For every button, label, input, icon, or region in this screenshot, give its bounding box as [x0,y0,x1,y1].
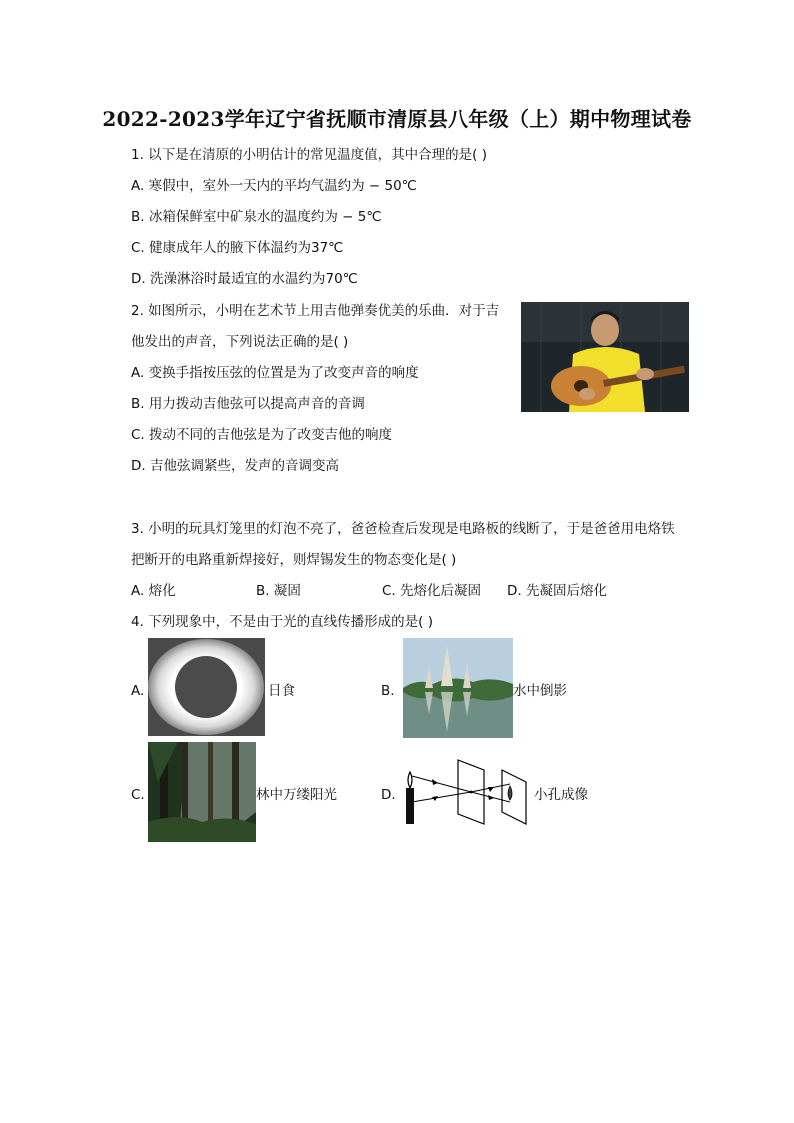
question-2-option-d: D. 吉他弦调紧些，发声的音调变高 [131,458,339,474]
question-1-option-a: A. 寒假中，室外一天内的平均气温约为 − 50℃ [131,178,417,194]
question-4-option-a-caption: 日食 [268,683,295,699]
page-title: 2022-2023学年辽宁省抚顺市清原县八年级（上）期中物理试卷 [102,107,692,131]
question-3-option-c: C. 先熔化后凝固 [382,583,482,599]
question-2-stem-line-2: 他发出的声音，下列说法正确的是( ) [131,334,349,350]
question-3-stem-line-1: 3. 小明的玩具灯笼里的灯泡不亮了，爸爸检查后发现是电路板的线断了，于是爸爸用电烙铁 [131,521,675,537]
question-4-stem: 4. 下列现象中，不是由于光的直线传播形成的是( ) [131,614,433,630]
forest-sunlight-photo [148,742,256,842]
question-1-option-c: C. 健康成年人的腋下体温约为37℃ [131,240,344,256]
pinhole-imaging-diagram [398,752,530,826]
question-2-stem-line-1: 2. 如图所示，小明在艺术节上用吉他弹奏优美的乐曲．对于吉 [131,303,500,319]
question-3-option-a: A. 熔化 [131,583,176,599]
question-4-option-c-caption: 林中万缕阳光 [256,787,337,803]
question-3-option-b: B. 凝固 [256,583,301,599]
question-4-option-b-letter: B. [381,683,395,699]
question-3-stem-line-2: 把断开的电路重新焊接好，则焊锡发生的物态变化是( ) [131,552,457,568]
question-1-option-b: B. 冰箱保鲜室中矿泉水的温度约为 − 5℃ [131,209,382,225]
question-1-option-d: D. 洗澡淋浴时最适宜的水温约为70℃ [131,271,358,287]
question-4-option-d-letter: D. [381,787,396,803]
question-4-option-d-caption: 小孔成像 [534,787,588,803]
question-2-option-c: C. 拨动不同的吉他弦是为了改变吉他的响度 [131,427,393,443]
question-2-option-b: B. 用力拨动吉他弦可以提高声音的音调 [131,396,365,412]
pagoda-reflection-photo [403,638,513,738]
question-1-stem: 1. 以下是在清原的小明估计的常见温度值，其中合理的是( ) [131,147,487,163]
solar-eclipse-photo [148,638,265,736]
question-4-option-b-caption: 水中倒影 [513,683,567,699]
question-3-option-d: D. 先凝固后熔化 [507,583,607,599]
question-2-option-a: A. 变换手指按压弦的位置是为了改变声音的响度 [131,365,419,381]
guitar-player-photo [521,302,689,412]
question-4-option-c-letter: C. [131,787,145,803]
question-4-option-a-letter: A. [131,683,145,699]
